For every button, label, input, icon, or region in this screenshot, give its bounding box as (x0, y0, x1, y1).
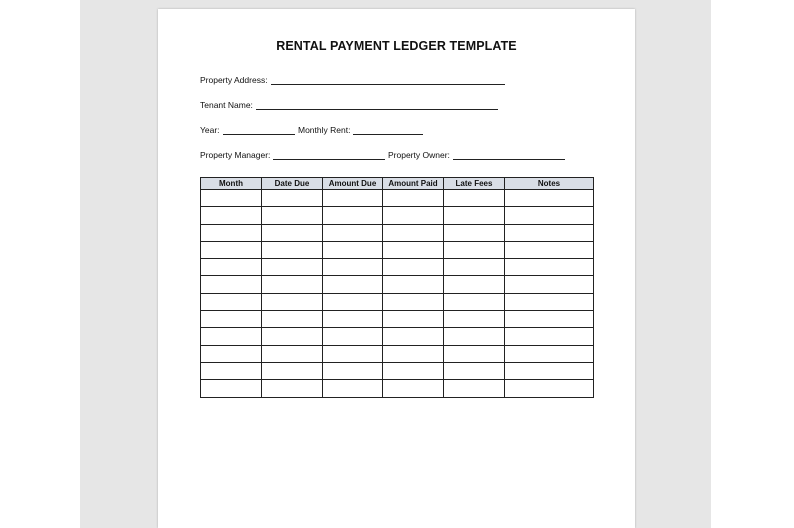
property-address-line[interactable] (271, 75, 505, 85)
table-cell[interactable] (201, 345, 262, 362)
table-cell[interactable] (383, 345, 444, 362)
tenant-name-field (200, 100, 498, 110)
table-cell[interactable] (323, 345, 383, 362)
table-cell[interactable] (262, 311, 323, 328)
column-header: Amount Paid (383, 178, 444, 190)
table-cell[interactable] (201, 293, 262, 310)
table-row (201, 224, 594, 241)
column-header: Amount Due (323, 178, 383, 190)
table-cell[interactable] (444, 241, 505, 258)
table-cell[interactable] (323, 241, 383, 258)
table-cell[interactable] (201, 380, 262, 397)
table-cell[interactable] (262, 259, 323, 276)
table-cell[interactable] (262, 224, 323, 241)
table-cell[interactable] (262, 380, 323, 397)
table-cell[interactable] (444, 207, 505, 224)
table-row (201, 207, 594, 224)
table-cell[interactable] (262, 345, 323, 362)
ledger-body (201, 190, 594, 398)
property-owner-field (388, 150, 565, 160)
column-header: Date Due (262, 178, 323, 190)
monthly-rent-line[interactable] (353, 125, 423, 135)
table-cell[interactable] (444, 345, 505, 362)
table-cell[interactable] (505, 241, 594, 258)
column-header: Notes (505, 178, 594, 190)
table-cell[interactable] (323, 380, 383, 397)
table-cell[interactable] (383, 276, 444, 293)
year-field (200, 125, 295, 135)
table-cell[interactable] (444, 224, 505, 241)
table-cell[interactable] (505, 311, 594, 328)
table-cell[interactable] (201, 190, 262, 207)
table-cell[interactable] (323, 328, 383, 345)
table-cell[interactable] (444, 311, 505, 328)
table-cell[interactable] (444, 362, 505, 379)
table-cell[interactable] (444, 259, 505, 276)
table-cell[interactable] (444, 190, 505, 207)
document-page (158, 9, 635, 528)
table-cell[interactable] (201, 241, 262, 258)
table-cell[interactable] (383, 311, 444, 328)
table-cell[interactable] (323, 362, 383, 379)
table-cell[interactable] (383, 328, 444, 345)
property-owner-label: Property Owner: (388, 150, 450, 160)
table-cell[interactable] (444, 276, 505, 293)
table-row (201, 259, 594, 276)
document-title: RENTAL PAYMENT LEDGER TEMPLATE (276, 39, 517, 53)
property-owner-line[interactable] (453, 150, 565, 160)
table-cell[interactable] (201, 328, 262, 345)
year-line[interactable] (223, 125, 295, 135)
table-row (201, 190, 594, 207)
table-cell[interactable] (444, 328, 505, 345)
table-cell[interactable] (505, 328, 594, 345)
table-cell[interactable] (323, 276, 383, 293)
table-cell[interactable] (505, 207, 594, 224)
table-cell[interactable] (505, 259, 594, 276)
table-cell[interactable] (323, 207, 383, 224)
table-cell[interactable] (262, 293, 323, 310)
table-cell[interactable] (505, 224, 594, 241)
table-cell[interactable] (262, 328, 323, 345)
table-cell[interactable] (505, 362, 594, 379)
table-cell[interactable] (444, 293, 505, 310)
table-row (201, 345, 594, 362)
table-cell[interactable] (323, 224, 383, 241)
table-cell[interactable] (383, 362, 444, 379)
property-manager-label: Property Manager: (200, 150, 271, 160)
table-cell[interactable] (201, 276, 262, 293)
property-address-field (200, 75, 505, 85)
table-cell[interactable] (323, 190, 383, 207)
table-cell[interactable] (505, 190, 594, 207)
table-cell[interactable] (262, 190, 323, 207)
table-cell[interactable] (262, 362, 323, 379)
table-cell[interactable] (323, 293, 383, 310)
table-header-row (201, 178, 594, 190)
table-row (201, 293, 594, 310)
table-cell[interactable] (505, 276, 594, 293)
table-cell[interactable] (323, 311, 383, 328)
table-cell[interactable] (383, 207, 444, 224)
ledger-table (200, 177, 594, 398)
table-cell[interactable] (383, 190, 444, 207)
table-row (201, 276, 594, 293)
table-cell[interactable] (383, 224, 444, 241)
property-address-label: Property Address: (200, 75, 268, 85)
monthly-rent-field (298, 125, 423, 135)
tenant-name-label: Tenant Name: (200, 100, 253, 110)
table-cell[interactable] (505, 293, 594, 310)
year-label: Year: (200, 125, 220, 135)
table-cell[interactable] (383, 380, 444, 397)
column-header: Late Fees (444, 178, 505, 190)
table-cell[interactable] (383, 259, 444, 276)
table-cell[interactable] (262, 276, 323, 293)
table-cell[interactable] (201, 311, 262, 328)
property-manager-field (200, 150, 385, 160)
table-cell[interactable] (383, 293, 444, 310)
table-cell[interactable] (262, 207, 323, 224)
table-cell[interactable] (505, 380, 594, 397)
table-cell[interactable] (201, 224, 262, 241)
tenant-name-line[interactable] (256, 100, 498, 110)
table-cell[interactable] (383, 241, 444, 258)
table-cell[interactable] (201, 207, 262, 224)
table-row (201, 241, 594, 258)
table-cell[interactable] (201, 259, 262, 276)
table-cell[interactable] (323, 259, 383, 276)
table-row (201, 311, 594, 328)
table-row (201, 380, 594, 397)
table-row (201, 362, 594, 379)
table-cell[interactable] (444, 380, 505, 397)
property-manager-line[interactable] (273, 150, 385, 160)
table-cell[interactable] (201, 362, 262, 379)
table-row (201, 328, 594, 345)
table-cell[interactable] (262, 241, 323, 258)
monthly-rent-label: Monthly Rent: (298, 125, 351, 135)
table-cell[interactable] (505, 345, 594, 362)
column-header: Month (201, 178, 262, 190)
